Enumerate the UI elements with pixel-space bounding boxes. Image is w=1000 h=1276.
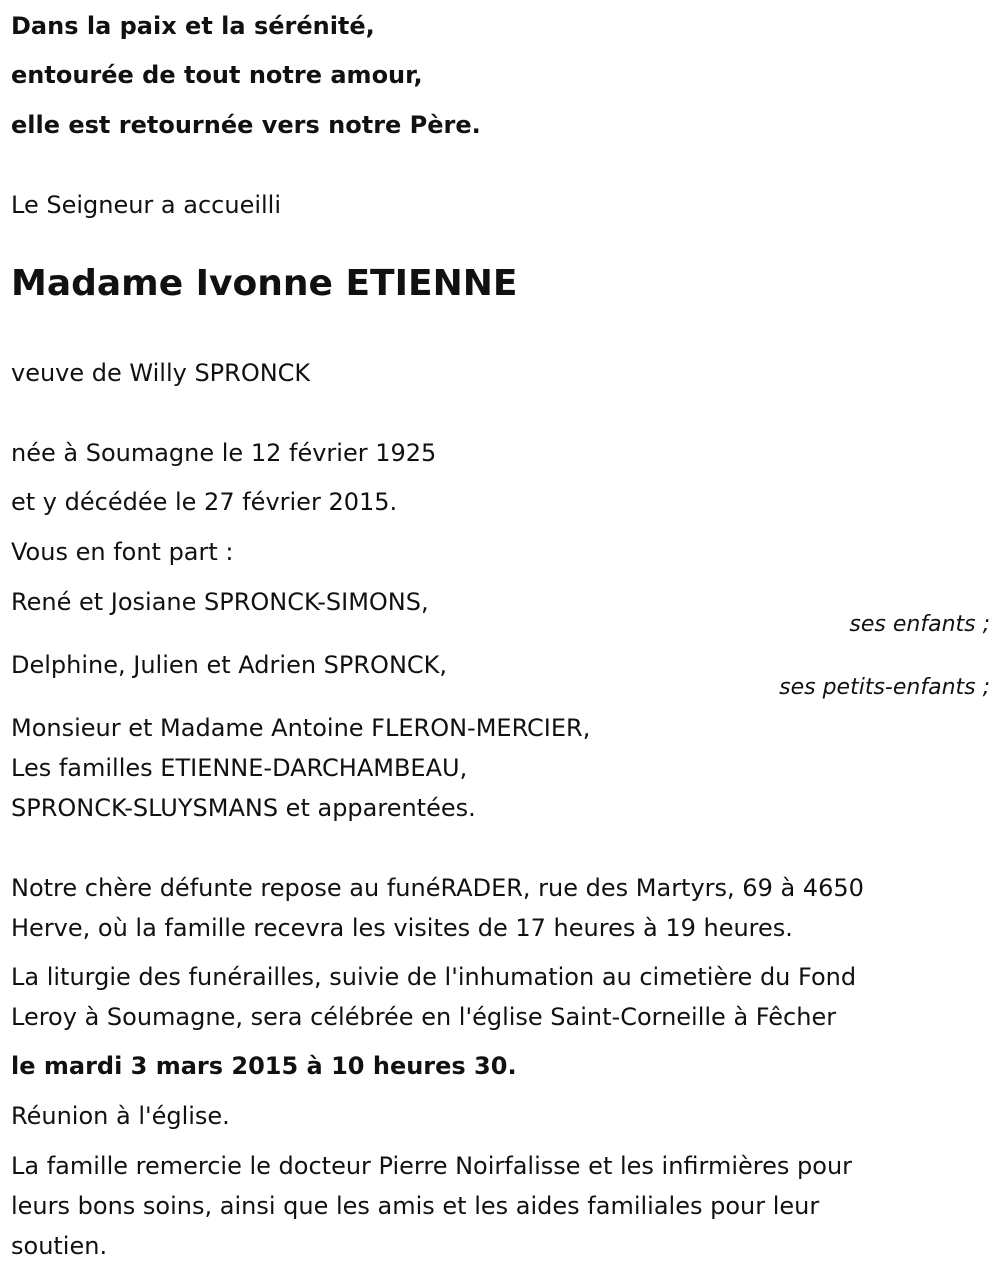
family-line-1: Monsieur et Madame Antoine FLERON-MERCIER, [11,714,591,742]
liturgy-line-2: Leroy à Soumagne, sera célébrée en l'église Saint-Corneille à Fêcher [11,1003,837,1031]
liturgy-line-1: La liturgie des funérailles, suivie de l'inhumation au cimetière du Fond [11,963,857,991]
grandchildren-line: Delphine, Julien et Adrien SPRONCK, [11,651,448,679]
intro-line-3: elle est retournée vers notre Père. [11,111,481,139]
grandchildren-role: ses petits-enfants ; [779,675,990,700]
widow-line: veuve de Willy SPRONCK [11,359,311,387]
birth-line: née à Soumagne le 12 février 1925 [11,439,437,467]
thanks-line-2: leurs bons soins, ainsi que les amis et les aides familiales pour leur [11,1192,820,1220]
family-line-3: SPRONCK-SLUYSMANS et apparentées. [11,794,476,822]
ceremony-date: le mardi 3 mars 2015 à 10 heures 30. [11,1052,517,1080]
children-role: ses enfants ; [849,612,990,637]
announce-line: Le Seigneur a accueilli [11,191,282,219]
thanks-line-1: La famille remercie le docteur Pierre Noirfalisse et les infirmières pour [11,1152,853,1180]
notify-line: Vous en font part : [11,538,234,566]
repose-line-1: Notre chère défunte repose au funéRADER, rue des Martyrs, 69 à 4650 [11,874,864,902]
intro-line-2: entourée de tout notre amour, [11,61,423,89]
repose-line-2: Herve, où la famille recevra les visites de 17 heures à 19 heures. [11,914,793,942]
children-line: René et Josiane SPRONCK-SIMONS, [11,588,429,616]
thanks-line-3: soutien. [11,1232,108,1260]
meeting-line: Réunion à l'église. [11,1102,230,1130]
family-line-2: Les familles ETIENNE-DARCHAMBEAU, [11,754,468,782]
death-line: et y décédée le 27 février 2015. [11,488,398,516]
deceased-name: Madame Ivonne ETIENNE [11,263,518,304]
intro-line-1: Dans la paix et la sérénité, [11,12,375,40]
